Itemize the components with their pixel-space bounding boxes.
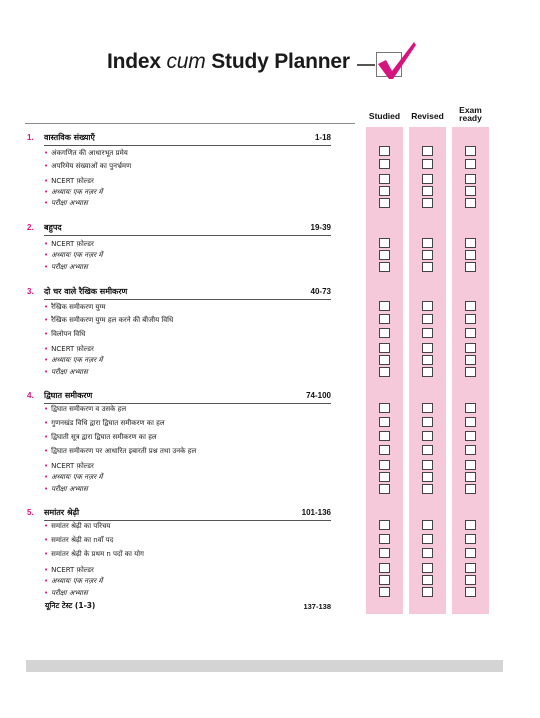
- revised-checkbox[interactable]: [422, 587, 433, 597]
- chapter-title: द्विघात समीकरण: [44, 391, 93, 400]
- topic-item: • NCERT फ़ोल्डर: [44, 177, 94, 186]
- exam-ready-checkbox[interactable]: [465, 262, 476, 272]
- exam-ready-checkbox[interactable]: [465, 575, 476, 585]
- studied-checkbox[interactable]: [379, 534, 390, 544]
- revised-checkbox[interactable]: [422, 355, 433, 365]
- revised-checkbox[interactable]: [422, 575, 433, 585]
- studied-checkbox[interactable]: [379, 548, 390, 558]
- studied-checkbox[interactable]: [379, 301, 390, 311]
- studied-checkbox[interactable]: [379, 238, 390, 248]
- revised-checkbox[interactable]: [422, 238, 433, 248]
- exam-ready-checkbox[interactable]: [465, 445, 476, 455]
- studied-checkbox[interactable]: [379, 431, 390, 441]
- topic-item: • परीक्षा अभ्यास: [44, 199, 88, 208]
- chapter-number: 5.: [27, 508, 34, 517]
- topic-item: • गुणनखंड विधि द्वारा द्विघात समीकरण का हल: [44, 419, 165, 428]
- studied-checkbox[interactable]: [379, 484, 390, 494]
- exam-ready-checkbox[interactable]: [465, 534, 476, 544]
- topic-item: • समांतर श्रेढ़ी का परिचय: [44, 522, 110, 531]
- exam-ready-checkbox[interactable]: [465, 431, 476, 441]
- revised-checkbox[interactable]: [422, 534, 433, 544]
- studied-checkbox[interactable]: [379, 575, 390, 585]
- page-title: [107, 50, 350, 80]
- exam-ready-checkbox[interactable]: [465, 563, 476, 573]
- column-header-exam-line1: Exam: [459, 105, 482, 115]
- revised-checkbox[interactable]: [422, 328, 433, 338]
- revised-checkbox[interactable]: [422, 174, 433, 184]
- studied-checkbox[interactable]: [379, 563, 390, 573]
- unit-test-label: यूनिट टेस्ट (1-3): [45, 601, 96, 610]
- footer-bar: [26, 660, 503, 672]
- chapter-pages: 1-18: [314, 133, 331, 142]
- exam-ready-checkbox[interactable]: [465, 484, 476, 494]
- exam-ready-checkbox[interactable]: [465, 198, 476, 208]
- topic-item: • परीक्षा अभ्यास: [44, 485, 88, 494]
- studied-checkbox[interactable]: [379, 355, 390, 365]
- topic-item: • NCERT फ़ोल्डर: [44, 345, 94, 354]
- unit-test-pages: 137-138: [303, 602, 331, 611]
- header-rule: [25, 123, 355, 124]
- exam-ready-checkbox[interactable]: [465, 355, 476, 365]
- exam-ready-checkbox[interactable]: [465, 186, 476, 196]
- topic-item: • परीक्षा अभ्यास: [44, 368, 88, 377]
- exam-ready-checkbox[interactable]: [465, 301, 476, 311]
- revised-checkbox[interactable]: [422, 460, 433, 470]
- revised-checkbox[interactable]: [422, 250, 433, 260]
- topic-item: • NCERT फ़ोल्डर: [44, 240, 94, 249]
- revised-checkbox[interactable]: [422, 262, 433, 272]
- topic-item: • अंकगणित की आधारभूत प्रमेय: [44, 149, 128, 158]
- chapter-rule: [44, 403, 331, 404]
- studied-checkbox[interactable]: [379, 587, 390, 597]
- revised-checkbox[interactable]: [422, 472, 433, 482]
- topic-item: • रैखिक समीकरण युग्म: [44, 303, 106, 312]
- checkmark-icon: [372, 38, 418, 82]
- chapter-title: वास्तविक संख्याएँ: [44, 133, 95, 142]
- chapter-pages: 74-100: [306, 391, 331, 400]
- studied-checkbox[interactable]: [379, 159, 390, 169]
- topic-item: • परीक्षा अभ्यास: [44, 263, 88, 272]
- topic-item: • अध्यायः एक नज़र में: [44, 473, 103, 482]
- exam-ready-checkbox[interactable]: [465, 159, 476, 169]
- title-study-planner: Study Planner: [211, 50, 350, 73]
- exam-ready-checkbox[interactable]: [465, 520, 476, 530]
- studied-checkbox[interactable]: [379, 460, 390, 470]
- exam-ready-checkbox[interactable]: [465, 417, 476, 427]
- topic-item: • अध्यायः एक नज़र में: [44, 251, 103, 260]
- revised-checkbox[interactable]: [422, 343, 433, 353]
- studied-checkbox[interactable]: [379, 367, 390, 377]
- topic-item: • अपरिमेय संख्याओं का पुनर्भ्रमण: [44, 162, 131, 171]
- topic-item: • समांतर श्रेढ़ी के प्रथम n पदों का योग: [44, 550, 144, 559]
- chapter-title: दो चर वाले रैखिक समीकरण: [44, 287, 128, 296]
- exam-ready-checkbox[interactable]: [465, 472, 476, 482]
- chapter-pages: 101-136: [301, 508, 331, 517]
- column-header-exam-line2: ready: [459, 113, 482, 123]
- chapter-number: 2.: [27, 223, 34, 232]
- topic-item: • परीक्षा अभ्यास: [44, 589, 88, 598]
- studied-checkbox[interactable]: [379, 174, 390, 184]
- studied-checkbox[interactable]: [379, 472, 390, 482]
- exam-ready-checkbox[interactable]: [465, 460, 476, 470]
- studied-checkbox[interactable]: [379, 198, 390, 208]
- studied-checkbox[interactable]: [379, 343, 390, 353]
- chapter-title: बहुपद: [44, 223, 62, 232]
- chapter-number: 3.: [27, 287, 34, 296]
- chapter-rule: [44, 235, 331, 236]
- topic-item: • द्विघात समीकरण पर आधारित इबारती प्रश्न तथा उनके हल: [44, 447, 196, 456]
- chapter-rule: [44, 145, 331, 146]
- chapter-number: 4.: [27, 391, 34, 400]
- topic-item: • रैखिक समीकरण युग्म हल करने की बीजीय विधि: [44, 316, 173, 325]
- chapter-number: 1.: [27, 133, 34, 142]
- revised-checkbox[interactable]: [422, 548, 433, 558]
- column-header-studied: Studied: [368, 111, 401, 121]
- column-header-revised: Revised: [411, 111, 444, 121]
- revised-checkbox[interactable]: [422, 403, 433, 413]
- exam-ready-checkbox[interactable]: [465, 548, 476, 558]
- exam-ready-checkbox[interactable]: [465, 367, 476, 377]
- revised-checkbox[interactable]: [422, 314, 433, 324]
- revised-checkbox[interactable]: [422, 484, 433, 494]
- chapter-pages: 40-73: [310, 287, 331, 296]
- revised-checkbox[interactable]: [422, 431, 433, 441]
- studied-checkbox[interactable]: [379, 146, 390, 156]
- exam-ready-checkbox[interactable]: [465, 343, 476, 353]
- topic-item: • अध्यायः एक नज़र में: [44, 577, 103, 586]
- revised-checkbox[interactable]: [422, 367, 433, 377]
- studied-checkbox[interactable]: [379, 186, 390, 196]
- studied-checkbox[interactable]: [379, 250, 390, 260]
- title-cum: cum: [166, 50, 206, 73]
- topic-item: • समांतर श्रेढ़ी का nवाँ पद: [44, 536, 113, 545]
- exam-ready-checkbox[interactable]: [465, 403, 476, 413]
- chapter-rule: [44, 299, 331, 300]
- studied-checkbox[interactable]: [379, 417, 390, 427]
- exam-ready-checkbox[interactable]: [465, 328, 476, 338]
- revised-checkbox[interactable]: [422, 301, 433, 311]
- topic-item: • अध्यायः एक नज़र में: [44, 356, 103, 365]
- exam-ready-checkbox[interactable]: [465, 238, 476, 248]
- exam-ready-checkbox[interactable]: [465, 250, 476, 260]
- topic-item: • NCERT फ़ोल्डर: [44, 566, 94, 575]
- revised-checkbox[interactable]: [422, 198, 433, 208]
- studied-checkbox[interactable]: [379, 262, 390, 272]
- revised-checkbox[interactable]: [422, 520, 433, 530]
- revised-checkbox[interactable]: [422, 146, 433, 156]
- topic-item: • NCERT फ़ोल्डर: [44, 462, 94, 471]
- revised-checkbox[interactable]: [422, 445, 433, 455]
- topic-item: • अध्यायः एक नज़र में: [44, 188, 103, 197]
- exam-ready-checkbox[interactable]: [465, 587, 476, 597]
- topic-item: • द्विघात समीकरण व उसके हल: [44, 405, 126, 414]
- exam-ready-checkbox[interactable]: [465, 146, 476, 156]
- title-index: Index: [107, 50, 161, 73]
- chapter-pages: 19-39: [310, 223, 331, 232]
- chapter-title: समांतर श्रेढ़ी: [44, 508, 80, 517]
- topic-item: • विलोपन विधि: [44, 330, 85, 339]
- revised-checkbox[interactable]: [422, 186, 433, 196]
- chapter-rule: [44, 520, 331, 521]
- studied-checkbox[interactable]: [379, 520, 390, 530]
- studied-checkbox[interactable]: [379, 445, 390, 455]
- studied-checkbox[interactable]: [379, 328, 390, 338]
- revised-checkbox[interactable]: [422, 563, 433, 573]
- exam-ready-checkbox[interactable]: [465, 174, 476, 184]
- column-header-exam-ready: [452, 106, 489, 122]
- topic-item: • द्विघाती सूत्र द्वारा द्विघात समीकरण का हल: [44, 433, 157, 442]
- revised-checkbox[interactable]: [422, 159, 433, 169]
- exam-ready-checkbox[interactable]: [465, 314, 476, 324]
- revised-checkbox[interactable]: [422, 417, 433, 427]
- studied-checkbox[interactable]: [379, 314, 390, 324]
- studied-checkbox[interactable]: [379, 403, 390, 413]
